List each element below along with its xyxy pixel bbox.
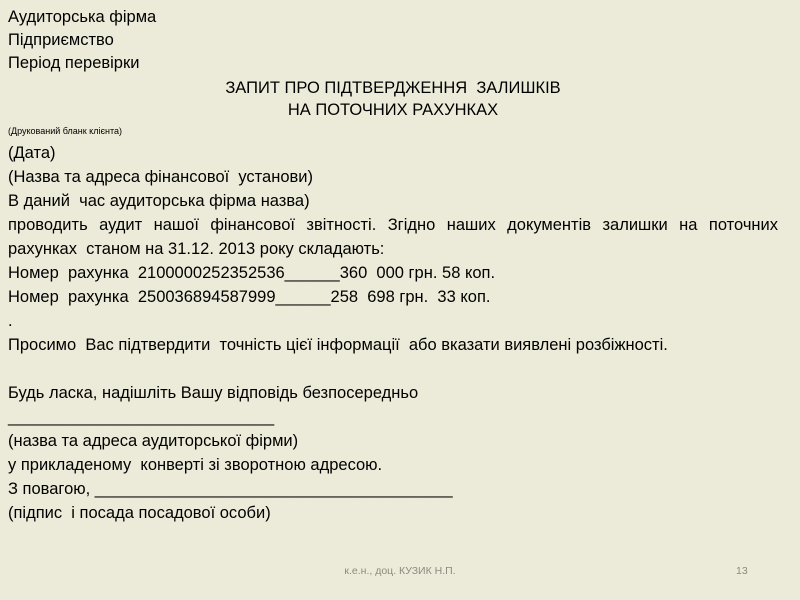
enterprise-label: Підприємство bbox=[8, 31, 114, 49]
title-line-2: НА ПОТОЧНИХ РАХУНКАХ bbox=[287, 101, 499, 119]
reply-request: Будь ласка, надішліть Вашу відповідь безпосередньо bbox=[8, 384, 419, 402]
address-underline: _____________________________ bbox=[8, 408, 275, 426]
institution-placeholder: (Назва та адреса фінансової установи) bbox=[8, 168, 314, 186]
blank-gap bbox=[8, 357, 778, 381]
printed-form-note: (Друкований бланк клієнта) bbox=[8, 126, 123, 136]
audit-firm-label: Аудиторська фірма bbox=[8, 8, 157, 26]
period-label: Період перевірки bbox=[8, 54, 140, 72]
account-line-2: Номер рахунка 250036894587999______258 698 грн. 33 коп. bbox=[8, 288, 491, 306]
document-body bbox=[8, 6, 788, 525]
document-title bbox=[8, 77, 778, 121]
account-line-1: Номер рахунка 2100000252352536______360 000 грн. 58 коп. bbox=[8, 264, 496, 282]
footer-author: к.е.н., доц. КУЗИК Н.П. bbox=[344, 565, 456, 577]
envelope-note: у прикладеному конверті зі зворотною адресою. bbox=[8, 456, 383, 474]
intro-text: В даний час аудиторська фірма назва) bbox=[8, 192, 310, 210]
signature-placeholder: (підпис і посада посадової особи) bbox=[8, 504, 271, 522]
page-number: 13 bbox=[736, 565, 748, 577]
auditor-address-placeholder: (назва та адреса аудиторської фірми) bbox=[8, 432, 299, 450]
title-line-1: ЗАПИТ ПРО ПІДТВЕРДЖЕННЯ ЗАЛИШКІВ bbox=[225, 79, 561, 97]
audit-paragraph: проводить аудит нашої фінансової звітності. Згідно наших документів залишки на поточних рахунках станом на 31.12. 2013 року складають: bbox=[8, 216, 788, 258]
regards-line: З повагою, _______________________________________ bbox=[8, 480, 453, 498]
date-placeholder: (Дата) bbox=[8, 144, 56, 162]
confirmation-request: Просимо Вас підтвердити точність цієї інформації або вказати виявлені розбіжності. bbox=[8, 336, 668, 354]
separator-dot: . bbox=[8, 312, 13, 330]
